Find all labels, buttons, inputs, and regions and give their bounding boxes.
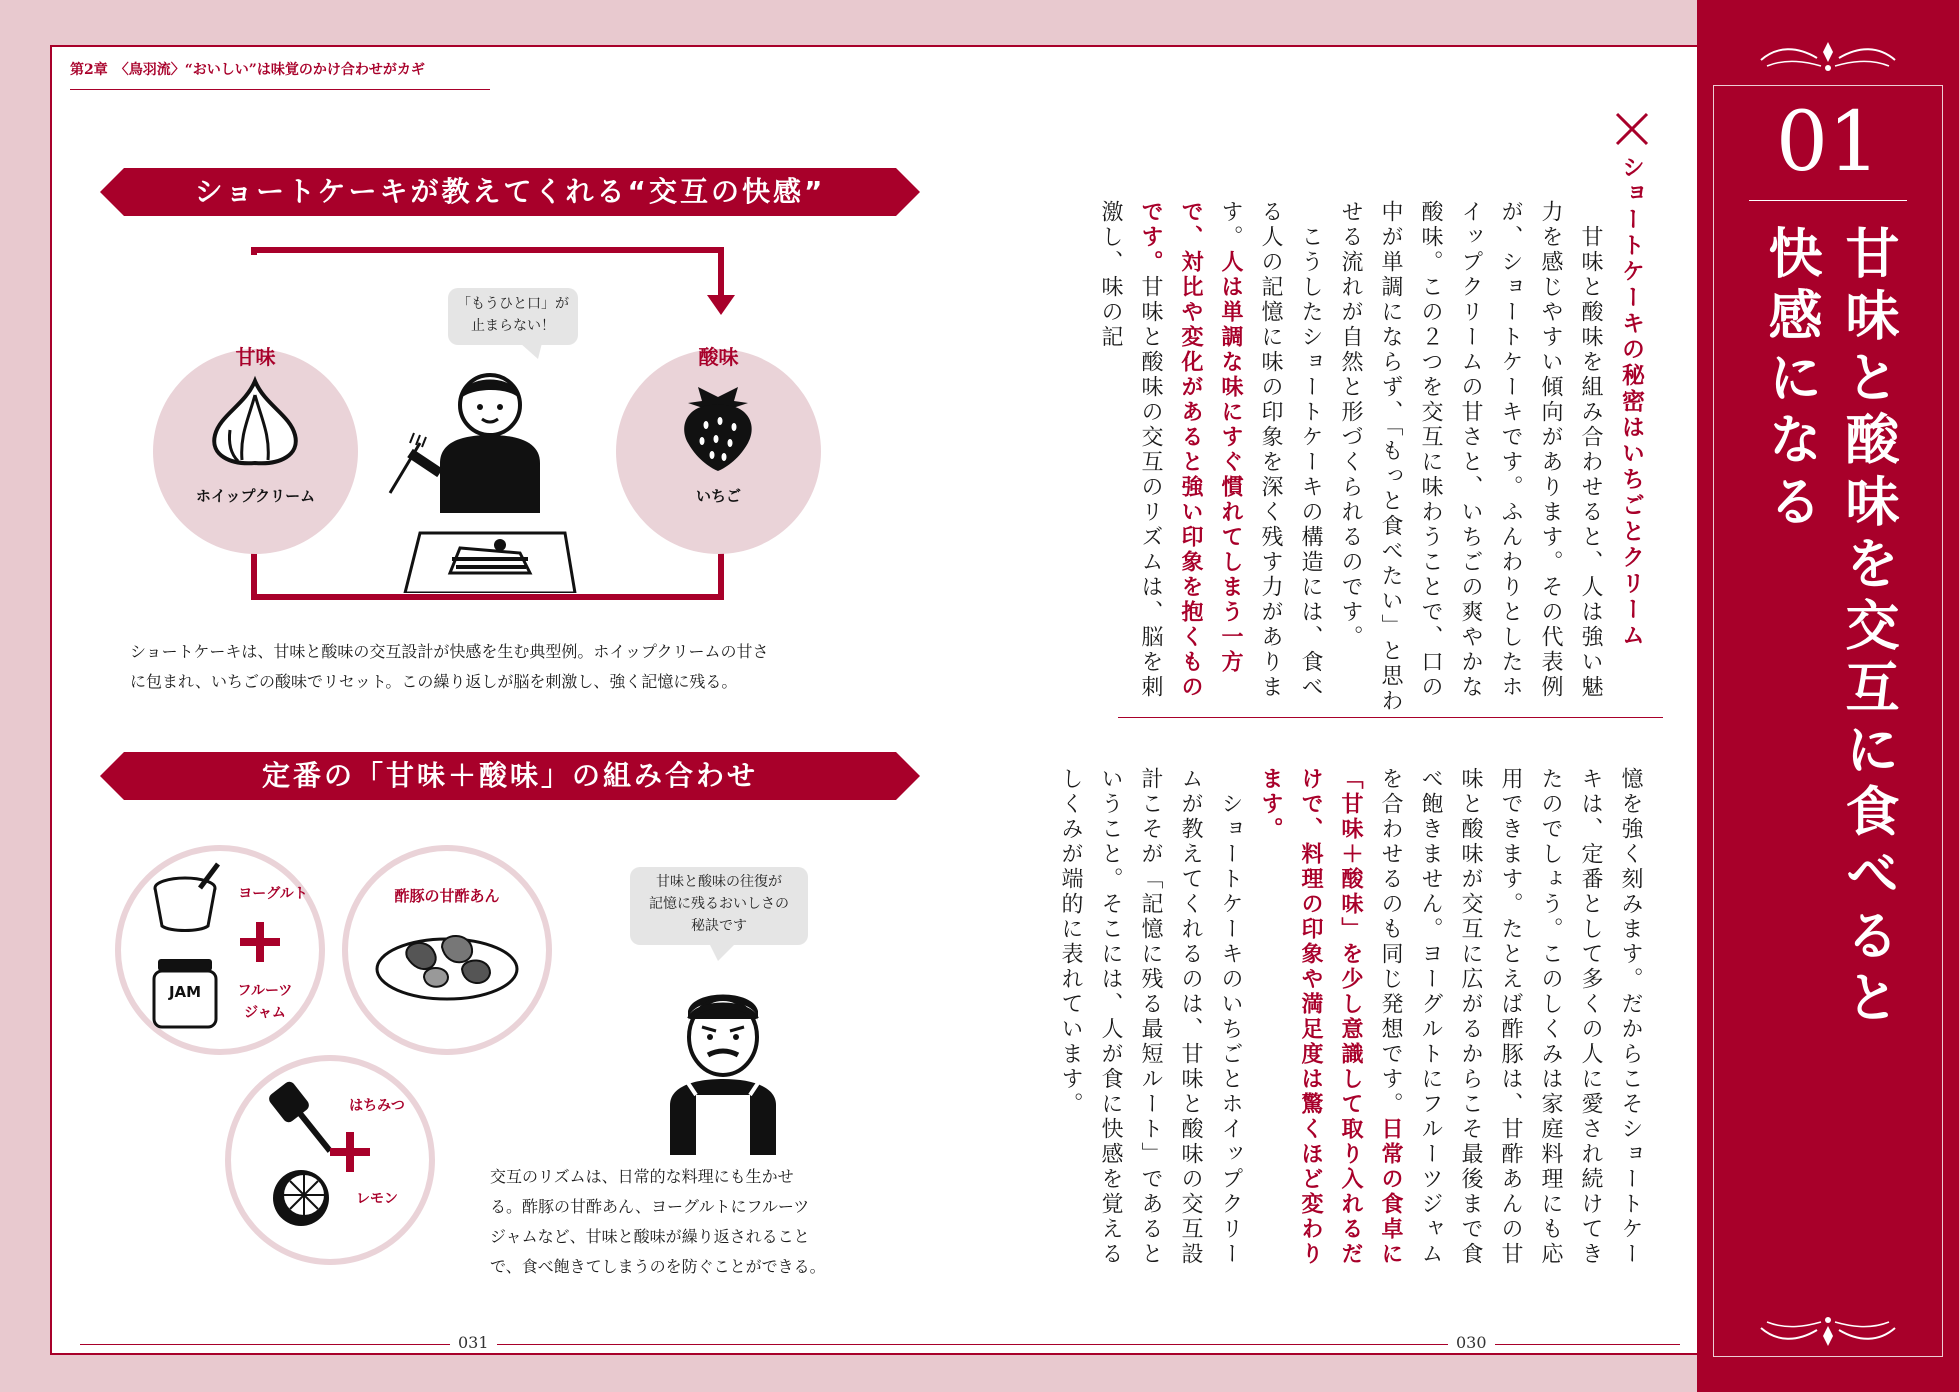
sweet-item: ホイップクリーム xyxy=(195,487,316,505)
article-upper-highlight: 人は単調な味にすぐ慣れてしまう一方で、対比や変化があると強い印象を抱くものです。 xyxy=(1138,200,1243,700)
section2-caption-line1: 交互のリズムは、日常的な料理にも生かせ xyxy=(490,1167,794,1186)
sweet-label: 甘味 xyxy=(235,345,276,369)
article-lower-column xyxy=(1058,767,1650,1287)
article-subtitle: ショートケーキの秘密はいちごとクリーム xyxy=(1618,155,1644,649)
jam-label xyxy=(220,980,310,1024)
lemon-icon xyxy=(266,1163,336,1233)
bubble1-line2: 止まらない！ xyxy=(471,318,555,334)
chapter-title-panel xyxy=(1697,0,1959,1392)
article-lower-p2: ショートケーキのいちごとホイップクリームが教えてくれるのは、甘味と酸味の交互設計こそが「記憶に残る最短ルート」であるということ。そこには、人が食に快感を覚えるしくみが端的に表れています。 xyxy=(1058,767,1243,1267)
bubble2-tail xyxy=(710,945,740,965)
section2-caption-line4: で、食べ飽きてしまうのを防ぐことができる。 xyxy=(490,1257,826,1276)
section2-caption-line2: る。酢豚の甘酢あん、ヨーグルトにフルーツ xyxy=(490,1197,810,1216)
yogurt-label: ヨーグルト xyxy=(238,886,308,902)
jam-label-line1: フルーツ xyxy=(237,983,293,999)
book-spread xyxy=(50,45,1700,1355)
chapter-title-line1: 甘味と酸味を交互に食べると xyxy=(1837,225,1901,1031)
jam-label-line2: ジャム xyxy=(244,1005,286,1021)
footer-line xyxy=(80,1344,1680,1345)
article-lower-p1: 憶を強く刻みます。だからこそショートケーキは、定番として多くの人に愛され続けてきたのでしょう。このしくみは家庭料理にも応用できます。たとえば酢豚は、甘酢あんの甘味と酸味が交互に広がるからこそ最後まで食べ飽きません。ヨーグルトにフルーツジャムを合わせるのも同じ発想です。 xyxy=(1378,767,1643,1267)
lemon-label: レモン xyxy=(356,1191,398,1207)
article-lower-highlight: 日常の食卓に「甘味＋酸味」を少し意識して取り入れるだけで、料理の印象や満足度は驚くほど変わります。 xyxy=(1258,767,1403,1267)
whipped-cream-icon xyxy=(200,375,310,470)
bubble1-tail xyxy=(520,343,550,363)
chapter-number: 01 xyxy=(1775,95,1881,190)
person-eating-icon xyxy=(380,363,620,593)
bubble2-line1: 甘味と酸味の往復が xyxy=(656,874,782,890)
section1-banner-text: ショートケーキが教えてくれる“交互の快感” xyxy=(194,175,826,208)
article-upper-column xyxy=(1100,200,1610,720)
yogurt-icon xyxy=(150,860,230,935)
chapter-header: 第2章 〈鳥羽流〉“おいしい”は味覚のかけ合わせがカギ xyxy=(70,62,425,78)
page-number-right: 030 xyxy=(1448,1333,1495,1352)
speech-bubble-1 xyxy=(448,288,578,345)
bubble2-line2: 記憶に残るおいしさの xyxy=(649,896,789,912)
article-upper-p3: 甘味と酸味の交互のリズムは、脳を刺激し、味の記 xyxy=(1098,200,1163,700)
section1-caption-line1: ショートケーキは、甘味と酸味の交互設計が快感を生む典型例。ホイップクリームの甘さ xyxy=(130,642,769,661)
article-upper-p2: こうしたショートケーキの構造には、食べる人の記憶に味の印象を深く残す力があります。 xyxy=(1218,200,1323,700)
honey-label: はちみつ xyxy=(349,1098,405,1114)
page-number-left: 031 xyxy=(450,1333,497,1352)
pork-label: 酢豚の甘酢あん xyxy=(394,887,500,905)
bubble2-line3: 秘訣です xyxy=(691,918,747,934)
chapter-title-line2: 快感になる xyxy=(1760,225,1824,535)
bubble1-line1: 「もうひと口」が xyxy=(457,296,569,312)
jam-jar-label: JAM xyxy=(168,983,202,1001)
strawberry-icon xyxy=(668,375,768,475)
sweet-sour-pork-icon xyxy=(372,917,522,1007)
speech-bubble-2 xyxy=(630,867,808,945)
plus-icon-1 xyxy=(238,920,282,964)
top-ornament-icon xyxy=(1757,36,1899,76)
sour-label: 酸味 xyxy=(698,345,739,369)
sour-item: いちご xyxy=(695,487,741,505)
chapter-number-underline xyxy=(1749,200,1907,201)
section2-caption-line3: ジャムなど、甘味と酸味が繰り返されること xyxy=(490,1227,810,1246)
knife-fork-icon xyxy=(1613,110,1651,148)
section2-banner xyxy=(100,752,920,800)
chef-icon xyxy=(658,975,788,1155)
article-upper-p1: 甘味と酸味を組み合わせると、人は強い魅力を感じやすい傾向があります。その代表例が、ショートケーキです。ふんわりとしたホイップクリームの甘さと、いちごの爽やかな酸味。この２つを交互に味わうことで、口の中が単調にならず、「もっと食べたい」と思わせる流れが自然と形づくられるのです。 xyxy=(1338,200,1603,714)
column-divider xyxy=(1118,717,1663,718)
section1-caption-line2: に包まれ、いちごの酸味でリセット。この繰り返しが脳を刺激し、強く記憶に残る。 xyxy=(130,672,738,691)
section2-banner-text: 定番の「甘味＋酸味」の組み合わせ xyxy=(261,759,758,792)
section2-caption xyxy=(490,1162,910,1282)
section1-caption xyxy=(130,637,950,697)
bottom-ornament-icon xyxy=(1757,1312,1899,1352)
